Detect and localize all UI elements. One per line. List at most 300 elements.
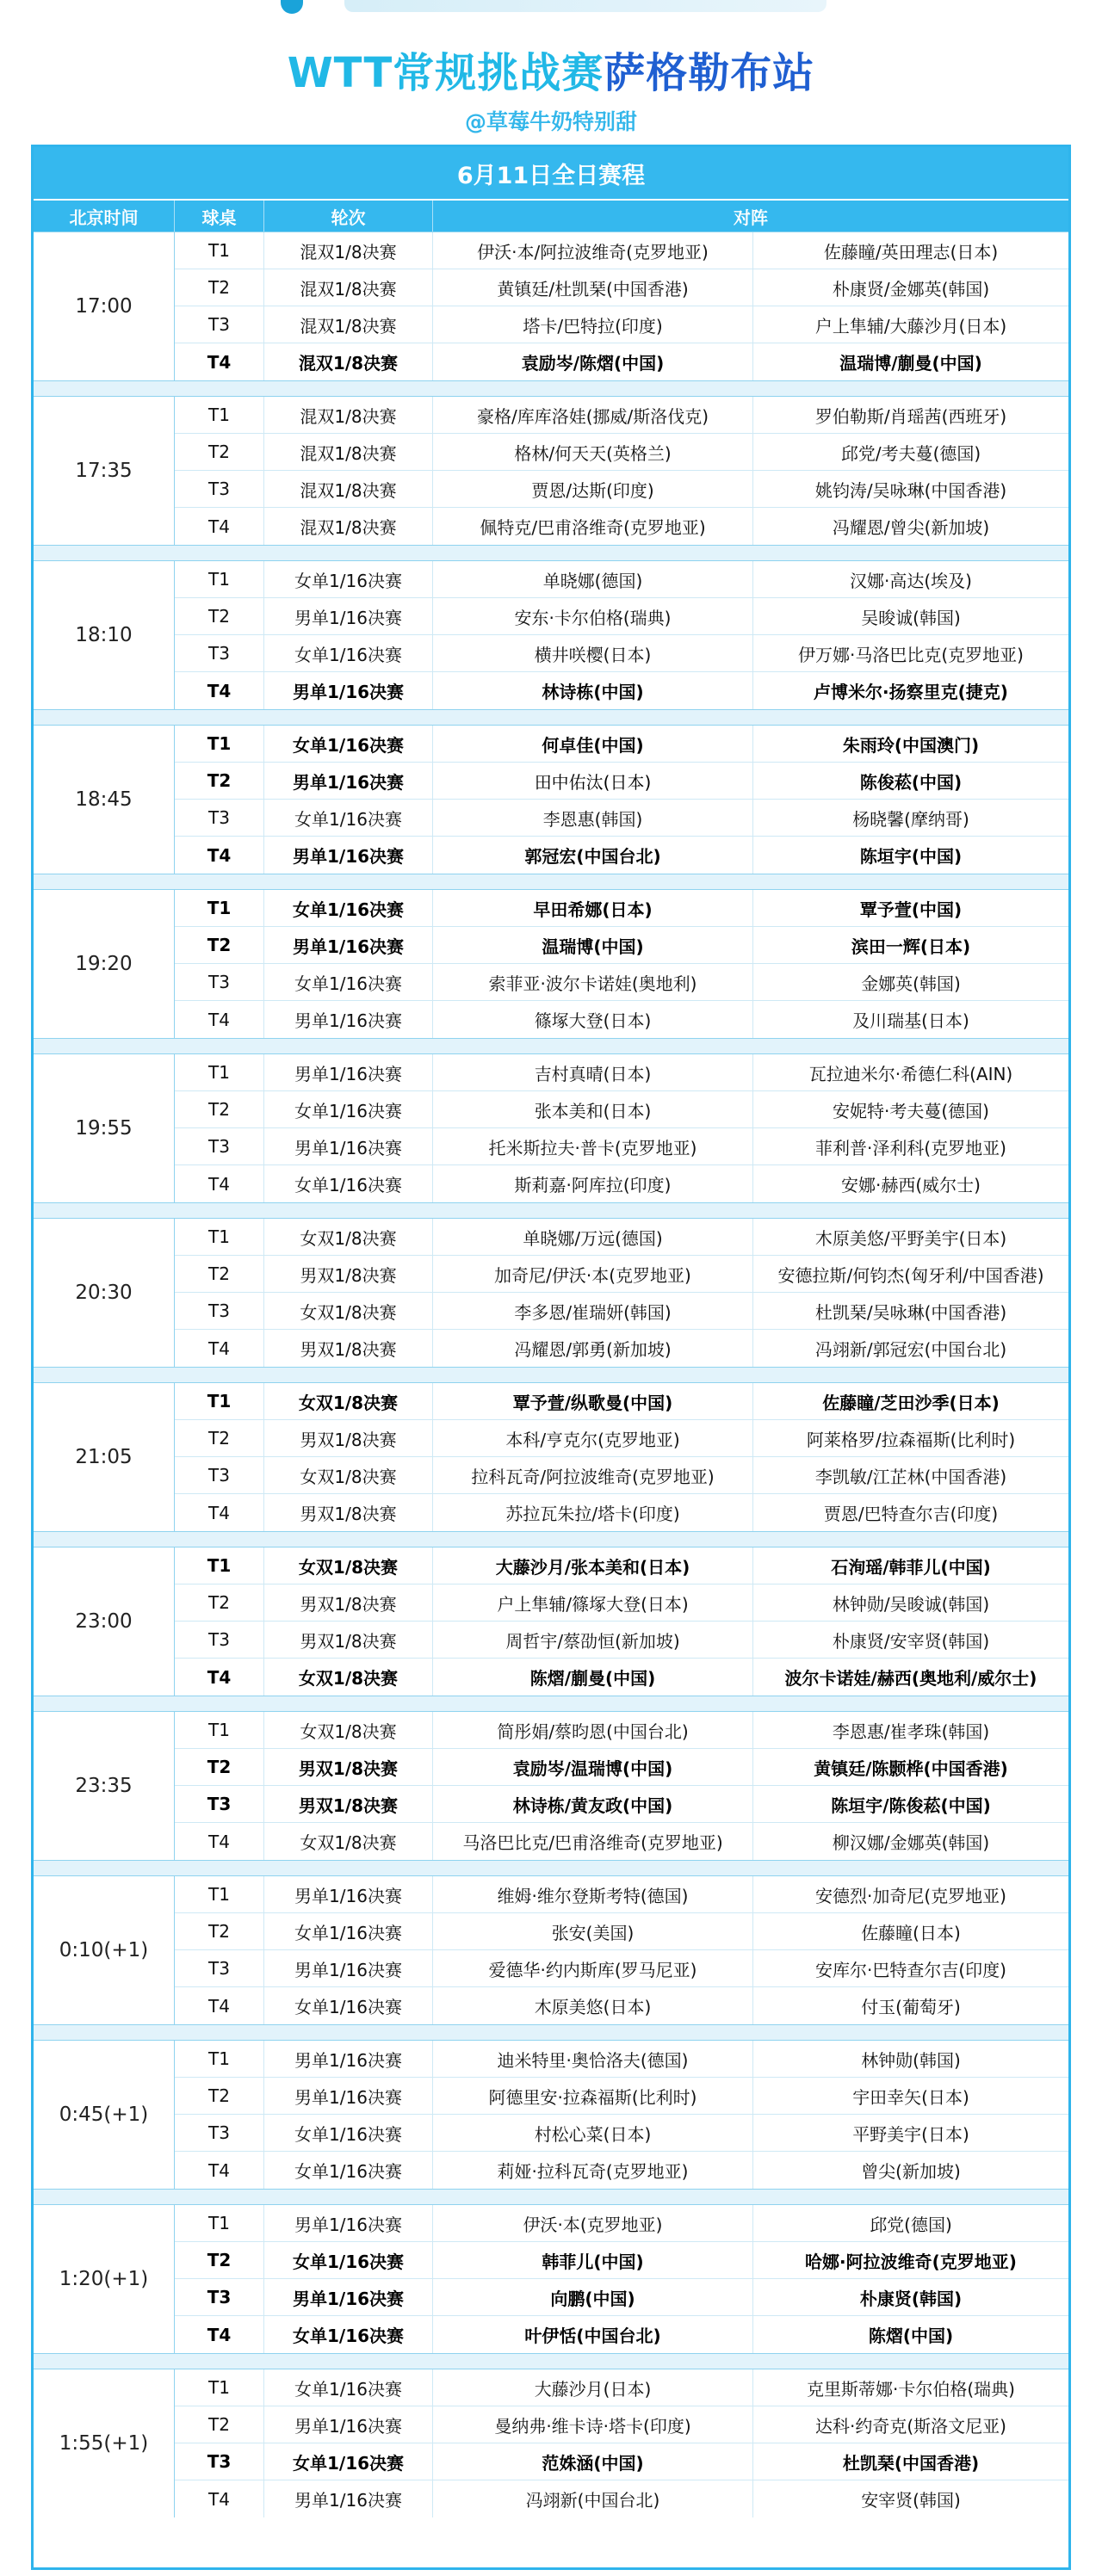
table-cell: T4: [175, 2480, 264, 2517]
block-separator: [34, 545, 1068, 560]
author-handle: @草莓牛奶特别甜: [464, 109, 637, 134]
time-slot-block: [34, 560, 1068, 709]
table-row: [175, 800, 1068, 837]
table-cell: T1: [175, 1547, 264, 1584]
round-cell: 男双1/8决赛: [264, 1749, 433, 1785]
player2-cell: 陈熠(中国): [868, 2326, 954, 2346]
round-cell: 女单1/16决赛: [264, 964, 433, 1000]
time-cell: 21:05: [34, 1383, 175, 1531]
match-rows: [175, 1547, 1068, 1696]
time-slot-block: [34, 1875, 1068, 2024]
player1-cell: 曼纳弗·维卡诗·塔卡(印度): [433, 2406, 753, 2443]
block-separator: [34, 380, 1068, 396]
round-cell: 男单1/16决赛: [264, 2078, 433, 2114]
table-cell: T4: [175, 1330, 264, 1367]
table-cell: T2: [175, 1256, 264, 1292]
player1-cell: 范姝涵(中国): [433, 2443, 753, 2480]
table-cell: T4: [175, 672, 264, 709]
table-row: [175, 1823, 1068, 1860]
player2-cell: 木原美悠/平野美宇(日本): [814, 1227, 1007, 1249]
table-row: [175, 1786, 1068, 1823]
table-row: [175, 2041, 1068, 2078]
player2-cell: 朴康贤(韩国): [859, 2288, 963, 2309]
player1-cell: 维姆·维尔登斯考特(德国): [433, 1876, 753, 1912]
round-cell: 男单1/16决赛: [264, 672, 433, 709]
player1-cell: 郭冠宏(中国台北): [433, 837, 753, 874]
schedule-table: [31, 145, 1071, 2570]
time-cell: 23:35: [34, 1712, 175, 1860]
page-title: [0, 40, 1102, 99]
player2-cell: 安宰贤(韩国): [861, 2490, 961, 2511]
player1-cell: 林诗栋(中国): [433, 672, 753, 709]
player1-cell: 周哲宇/蔡劭恒(新加坡): [433, 1622, 753, 1658]
block-separator: [34, 1531, 1068, 1547]
table-row: [175, 964, 1068, 1001]
table-row: [175, 763, 1068, 800]
player1-cell: 张本美和(日本): [433, 1091, 753, 1127]
round-cell: 女双1/8决赛: [264, 1293, 433, 1329]
table-cell: T3: [175, 1128, 264, 1164]
time-cell: 18:45: [34, 726, 175, 874]
table-row: [175, 1128, 1068, 1165]
round-cell: 男单1/16决赛: [264, 1128, 433, 1164]
player2-cell: 林钟勋(韩国): [861, 2049, 961, 2071]
table-cell: T3: [175, 471, 264, 507]
round-cell: 男单1/16决赛: [264, 763, 433, 799]
round-cell: 女双1/8决赛: [264, 1547, 433, 1584]
table-cell: T2: [175, 1585, 264, 1621]
table-cell: T4: [175, 2152, 264, 2189]
player1-cell: 爱德华·约内斯库(罗马尼亚): [433, 1950, 753, 1986]
table-cell: T4: [175, 508, 264, 545]
time-cell: 17:00: [34, 232, 175, 380]
player1-cell: 温瑞博(中国): [433, 927, 753, 963]
player2-cell: 贾恩/巴特查尔吉(印度): [823, 1504, 999, 1524]
time-slot-block: [34, 1547, 1068, 1696]
table-cell: T2: [175, 2242, 264, 2278]
column-header-table: 球桌: [175, 201, 264, 232]
player1-cell: 马洛巴比克/巴甫洛维奇(克罗地亚): [433, 1823, 753, 1860]
player1-cell: 伊沃·本(克罗地亚): [433, 2205, 753, 2241]
round-cell: 男双1/8决赛: [264, 1330, 433, 1367]
player2-cell: 陈俊菘(中国): [859, 771, 963, 793]
player2-cell: 宇田幸矢(日本): [852, 2086, 969, 2108]
player2-cell: 安德烈·加奇尼(克罗地亚): [815, 1885, 1006, 1906]
player2-cell: 伊万娜·马洛巴比克(克罗地亚): [798, 644, 1024, 665]
player2-cell: 黄镇廷/陈颢桦(中国香港): [814, 1757, 1008, 1779]
time-slot-block: [34, 1382, 1068, 1531]
table-row: [175, 1913, 1068, 1950]
round-cell: 混双1/8决赛: [264, 269, 433, 306]
round-cell: 男单1/16决赛: [264, 2406, 433, 2443]
player2-cell: 林钟勋/吴晙诚(韩国): [832, 1593, 990, 1615]
table-cell: T1: [175, 1876, 264, 1912]
table-cell: T1: [175, 232, 264, 269]
table-row: [175, 343, 1068, 380]
player2-cell: 汉娜·高达(埃及): [850, 570, 972, 591]
player1-cell: 冯耀恩/郭勇(新加坡): [433, 1330, 753, 1367]
player2-cell: 温瑞博/蒯曼(中国): [839, 353, 982, 374]
table-cell: T3: [175, 1622, 264, 1658]
time-slot-block: [34, 1053, 1068, 1202]
table-row: [175, 1712, 1068, 1749]
player2-cell: 户上隼辅/大藤沙月(日本): [814, 315, 1007, 337]
round-cell: 女单1/16决赛: [264, 2115, 433, 2151]
table-row: [175, 1494, 1068, 1531]
round-cell: 男单1/16决赛: [264, 1876, 433, 1912]
table-row: [175, 1420, 1068, 1457]
table-row: [175, 1950, 1068, 1987]
logo-band: [344, 0, 826, 12]
round-cell: 女单1/16决赛: [264, 2242, 433, 2278]
match-rows: [175, 2205, 1068, 2353]
round-cell: 男单1/16决赛: [264, 837, 433, 874]
round-cell: 女单1/16决赛: [264, 2369, 433, 2406]
table-cell: T4: [175, 343, 264, 380]
round-cell: 混双1/8决赛: [264, 508, 433, 545]
table-row: [175, 471, 1068, 508]
player1-cell: 贾恩/达斯(印度): [433, 471, 753, 507]
player1-cell: 冯翊新(中国台北): [433, 2480, 753, 2517]
player1-cell: 迪米特里·奥恰洛夫(德国): [433, 2041, 753, 2077]
player2-cell: 李恩惠/崔孝珠(韩国): [832, 1720, 990, 1742]
player1-cell: 叶伊恬(中国台北): [433, 2316, 753, 2353]
table-row: [175, 927, 1068, 964]
match-rows: [175, 1054, 1068, 1202]
table-row: [175, 2279, 1068, 2316]
player2-cell: 安库尔·巴特查尔吉(印度): [815, 1959, 1006, 1980]
table-row: [175, 508, 1068, 545]
player2-cell: 朴康贤/安宰贤(韩国): [832, 1630, 990, 1652]
player1-cell: 托米斯拉夫·普卡(克罗地亚): [433, 1128, 753, 1164]
round-cell: 男双1/8决赛: [264, 1256, 433, 1292]
table-row: [175, 1585, 1068, 1622]
round-cell: 混双1/8决赛: [264, 434, 433, 470]
round-cell: 男单1/16决赛: [264, 1950, 433, 1986]
table-cell: T4: [175, 1494, 264, 1531]
table-row: [175, 232, 1068, 269]
time-slot-block: [34, 2040, 1068, 2189]
player2-cell: 冯耀恩/曾尖(新加坡): [832, 517, 990, 538]
block-separator: [34, 1367, 1068, 1382]
round-cell: 混双1/8决赛: [264, 397, 433, 433]
table-cell: T3: [175, 635, 264, 671]
table-cell: T1: [175, 890, 264, 926]
round-cell: 女单1/16决赛: [264, 2152, 433, 2189]
table-cell: T1: [175, 726, 264, 762]
time-slot-block: [34, 396, 1068, 545]
player2-cell: 姚钧涛/吴咏琳(中国香港): [814, 479, 1007, 501]
table-cell: T3: [175, 1457, 264, 1493]
player2-cell: 杜凯琹/吴咏琳(中国香港): [814, 1301, 1007, 1323]
round-cell: 混双1/8决赛: [264, 471, 433, 507]
table-row: [175, 1749, 1068, 1786]
round-cell: 女单1/16决赛: [264, 726, 433, 762]
table-cell: T1: [175, 397, 264, 433]
player1-cell: 斯莉嘉·阿库拉(印度): [433, 1165, 753, 1202]
round-cell: 女单1/16决赛: [264, 800, 433, 836]
table-row: [175, 1330, 1068, 1367]
table-row: [175, 2152, 1068, 2189]
round-cell: 女双1/8决赛: [264, 1219, 433, 1255]
table-cell: T2: [175, 763, 264, 799]
table-row: [175, 726, 1068, 763]
table-cell: T3: [175, 800, 264, 836]
table-cell: T4: [175, 837, 264, 874]
player2-cell: 平野美宇(日本): [852, 2123, 969, 2145]
table-row: [175, 1622, 1068, 1659]
round-cell: 女单1/16决赛: [264, 1987, 433, 2024]
table-row: [175, 2369, 1068, 2406]
player2-cell: 佐藤瞳/芝田沙季(日本): [822, 1392, 1000, 1413]
player2-cell: 佐藤瞳(日本): [861, 1922, 961, 1943]
player1-cell: 袁励岑/温瑞博(中国): [433, 1749, 753, 1785]
player1-cell: 篠塚大登(日本): [433, 1001, 753, 1038]
round-cell: 男单1/16决赛: [264, 1054, 433, 1090]
player2-cell: 卢博米尔·扬察里克(捷克): [814, 682, 1008, 702]
block-separator: [34, 874, 1068, 889]
player1-cell: 韩菲儿(中国): [433, 2242, 753, 2278]
player2-cell: 石洵瑶/韩菲儿(中国): [831, 1556, 991, 1578]
table-cell: T1: [175, 1054, 264, 1090]
table-cell: T3: [175, 2443, 264, 2480]
table-row: [175, 306, 1068, 343]
player2-cell: 阿莱格罗/拉森福斯(比利时): [806, 1429, 1016, 1450]
player1-cell: 陈熠/蒯曼(中国): [433, 1659, 753, 1696]
table-cell: T3: [175, 1293, 264, 1329]
table-cell: T2: [175, 2406, 264, 2443]
player2-cell: 朴康贤/金娜英(韩国): [832, 278, 990, 300]
round-cell: 女双1/8决赛: [264, 1659, 433, 1696]
round-cell: 男单1/16决赛: [264, 927, 433, 963]
player2-cell: 邱党(德国): [870, 2214, 952, 2235]
round-cell: 男双1/8决赛: [264, 1585, 433, 1621]
table-row: [175, 269, 1068, 306]
table-row: [175, 2078, 1068, 2115]
time-cell: 0:45(+1): [34, 2041, 175, 2189]
table-row: [175, 2406, 1068, 2443]
round-cell: 男双1/8决赛: [264, 1494, 433, 1531]
player2-cell: 李凯敏/江芷林(中国香港): [814, 1466, 1007, 1487]
round-cell: 女双1/8决赛: [264, 1712, 433, 1748]
player2-cell: 陈垣宇/陈俊菘(中国): [831, 1795, 991, 1816]
player2-cell: 菲利普·泽利科(克罗地亚): [815, 1137, 1006, 1158]
time-cell: 19:20: [34, 890, 175, 1038]
player2-cell: 瓦拉迪米尔·希德仁科(AIN): [808, 1063, 1013, 1084]
time-cell: 19:55: [34, 1054, 175, 1202]
round-cell: 女单1/16决赛: [264, 635, 433, 671]
player1-cell: 李多恩/崔瑞妍(韩国): [433, 1293, 753, 1329]
table-row: [175, 1219, 1068, 1256]
player1-cell: 苏拉瓦朱拉/塔卡(印度): [433, 1494, 753, 1531]
time-slot-block: [34, 2369, 1068, 2517]
round-cell: 女双1/8决赛: [264, 1457, 433, 1493]
match-rows: [175, 1219, 1068, 1367]
round-cell: 女单1/16决赛: [264, 890, 433, 926]
table-cell: T2: [175, 1091, 264, 1127]
time-slot-block: [34, 1218, 1068, 1367]
player2-cell: 陈垣宇(中国): [859, 846, 963, 867]
table-cell: T4: [175, 1001, 264, 1038]
table-cell: T2: [175, 1913, 264, 1949]
player1-cell: 大藤沙月/张本美和(日本): [433, 1547, 753, 1584]
player2-cell: 达科·约奇克(斯洛文尼亚): [815, 2415, 1006, 2437]
table-header: [34, 199, 1068, 232]
player2-cell: 朱雨玲(中国澳门): [842, 734, 980, 756]
table-row: [175, 1256, 1068, 1293]
table-row: [175, 2480, 1068, 2517]
time-cell: 0:10(+1): [34, 1876, 175, 2024]
round-cell: 女单1/16决赛: [264, 561, 433, 597]
table-row: [175, 2316, 1068, 2353]
player1-cell: 覃予萱/纵歌曼(中国): [433, 1383, 753, 1419]
time-cell: 18:10: [34, 561, 175, 709]
time-slot-block: [34, 1711, 1068, 1860]
block-separator: [34, 709, 1068, 725]
player1-cell: 塔卡/巴特拉(印度): [433, 306, 753, 343]
match-rows: [175, 397, 1068, 545]
player2-cell: 柳汉娜/金娜英(韩国): [832, 1832, 990, 1853]
round-cell: 男单1/16决赛: [264, 2480, 433, 2517]
table-cell: T1: [175, 1712, 264, 1748]
match-rows: [175, 2369, 1068, 2517]
player1-cell: 阿德里安·拉森福斯(比利时): [433, 2078, 753, 2114]
match-rows: [175, 726, 1068, 874]
table-row: [175, 672, 1068, 709]
player1-cell: 伊沃·本/阿拉波维奇(克罗地亚): [433, 232, 753, 269]
table-cell: T1: [175, 2205, 264, 2241]
player1-cell: 横井咲樱(日本): [433, 635, 753, 671]
table-cell: T3: [175, 2115, 264, 2151]
player2-cell: 杜凯琹(中国香港): [842, 2452, 980, 2474]
table-cell: T4: [175, 1823, 264, 1860]
table-cell: T4: [175, 2316, 264, 2353]
match-rows: [175, 890, 1068, 1038]
block-separator: [34, 2189, 1068, 2204]
player1-cell: 简彤娟/蔡昀恩(中国台北): [433, 1712, 753, 1748]
title-venue: 萨格勒布站: [604, 49, 815, 97]
logo-mark: [281, 0, 303, 14]
player2-cell: 安妮特·考夫蔓(德国): [833, 1100, 989, 1121]
column-header-match: 对阵: [734, 207, 768, 228]
column-header-round: 轮次: [264, 201, 433, 232]
player2-cell: 冯翊新/郭冠宏(中国台北): [814, 1339, 1007, 1360]
table-row: [175, 561, 1068, 598]
round-cell: 男单1/16决赛: [264, 2041, 433, 2077]
player1-cell: 本科/亨克尔(克罗地亚): [433, 1420, 753, 1456]
player2-cell: 覃予萱(中国): [859, 899, 963, 920]
round-cell: 混双1/8决赛: [264, 232, 433, 269]
player1-cell: 林诗栋/黄友政(中国): [433, 1786, 753, 1822]
round-cell: 男单1/16决赛: [264, 2279, 433, 2315]
block-separator: [34, 2353, 1068, 2369]
block-separator: [34, 1038, 1068, 1053]
player2-cell: 及川瑞基(日本): [852, 1010, 969, 1031]
player1-cell: 吉村真晴(日本): [433, 1054, 753, 1090]
player1-cell: 格林/何天天(英格兰): [433, 434, 753, 470]
time-slot-block: [34, 232, 1068, 380]
table-cell: T1: [175, 2369, 264, 2406]
table-cell: T1: [175, 1383, 264, 1419]
table-row: [175, 2205, 1068, 2242]
round-cell: 男双1/8决赛: [264, 1622, 433, 1658]
table-cell: T1: [175, 1219, 264, 1255]
player2-cell: 波尔卡诺娃/赫西(奥地利/威尔士): [784, 1668, 1037, 1689]
time-slot-block: [34, 2204, 1068, 2353]
player2-cell: 安娜·赫西(威尔士): [841, 1175, 981, 1195]
column-header-time: 北京时间: [34, 201, 175, 232]
table-row: [175, 598, 1068, 635]
table-cell: T2: [175, 2078, 264, 2114]
table-cell: T3: [175, 1786, 264, 1822]
table-cell: T2: [175, 598, 264, 634]
table-cell: T3: [175, 964, 264, 1000]
player1-cell: 豪格/库库洛娃(挪威/斯洛伐克): [433, 397, 753, 433]
table-row: [175, 1659, 1068, 1696]
table-row: [175, 1547, 1068, 1585]
round-cell: 女单1/16决赛: [264, 2316, 433, 2353]
block-separator: [34, 1696, 1068, 1711]
round-cell: 男单1/16决赛: [264, 1001, 433, 1038]
player1-cell: 佩特克/巴甫洛维奇(克罗地亚): [433, 508, 753, 545]
schedule-body: [34, 232, 1068, 2517]
block-separator: [34, 1860, 1068, 1875]
time-slot-block: [34, 889, 1068, 1038]
round-cell: 男单1/16决赛: [264, 598, 433, 634]
player2-cell: 付玉(葡萄牙): [861, 1997, 961, 2017]
table-row: [175, 1457, 1068, 1494]
round-cell: 女双1/8决赛: [264, 1823, 433, 1860]
table-cell: T1: [175, 2041, 264, 2077]
match-rows: [175, 232, 1068, 380]
player2-cell: 佐藤瞳/英田理志(日本): [823, 241, 999, 263]
player1-cell: 单晓娜/万远(德国): [433, 1219, 753, 1255]
player2-cell: 罗伯勒斯/肖瑶茜(西班牙): [814, 405, 1007, 427]
table-cell: T2: [175, 1420, 264, 1456]
table-cell: T4: [175, 1987, 264, 2024]
player2-cell: 安德拉斯/何钧杰(匈牙利/中国香港): [777, 1264, 1044, 1286]
block-separator: [34, 1202, 1068, 1218]
player1-cell: 何卓佳(中国): [433, 726, 753, 762]
player1-cell: 木原美悠(日本): [433, 1987, 753, 2024]
time-cell: 17:35: [34, 397, 175, 545]
table-row: [175, 890, 1068, 927]
player2-cell: 曾尖(新加坡): [861, 2161, 961, 2182]
table-cell: T4: [175, 1165, 264, 1202]
schedule-banner: 6月11日全日赛程: [34, 147, 1068, 199]
player1-cell: 张安(美国): [433, 1913, 753, 1949]
table-cell: T2: [175, 269, 264, 306]
round-cell: 女单1/16决赛: [264, 1091, 433, 1127]
table-row: [175, 2443, 1068, 2480]
round-cell: 男单1/16决赛: [264, 2205, 433, 2241]
table-row: [175, 2242, 1068, 2279]
match-rows: [175, 1383, 1068, 1531]
round-cell: 男双1/8决赛: [264, 1786, 433, 1822]
player1-cell: 单晓娜(德国): [433, 561, 753, 597]
player1-cell: 黄镇廷/杜凯琹(中国香港): [433, 269, 753, 306]
time-cell: 1:55(+1): [34, 2369, 175, 2517]
round-cell: 女单1/16决赛: [264, 2443, 433, 2480]
player1-cell: 袁励岑/陈熠(中国): [433, 343, 753, 380]
time-slot-block: [34, 725, 1068, 874]
player2-cell: 滨田一辉(日本): [851, 936, 971, 957]
table-cell: T3: [175, 2279, 264, 2315]
table-cell: T2: [175, 1749, 264, 1785]
table-row: [175, 1054, 1068, 1091]
player2-cell: 哈娜·阿拉波维奇(克罗地亚): [805, 2251, 1017, 2272]
match-rows: [175, 1712, 1068, 1860]
